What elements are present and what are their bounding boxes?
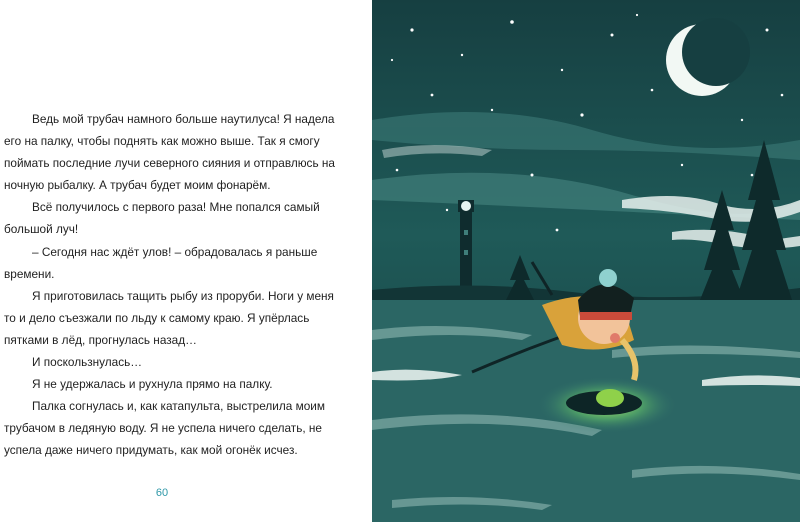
ice-hole — [537, 377, 677, 433]
paragraph: Ведь мой трубач намного больше наутилуса! Я надела его на палку, чтобы поднять как можно выше. Так я смогу поймать последние лучи северного сияния и отправлюсь на ночную рыбалку. А трубач будет моим фонарём. — [4, 112, 335, 193]
paragraph: И поскользнулась… — [32, 355, 143, 370]
lighthouse — [458, 200, 474, 288]
paragraph: – Сегодня нас ждёт улов! – обрадовалась я раньше времени. — [4, 244, 318, 281]
text-page — [0, 0, 372, 522]
illustration — [372, 0, 800, 522]
page-number: 60 — [155, 487, 169, 499]
story-text — [4, 108, 344, 462]
paragraph: Палка согнулась и, как катапульта, выстрелила моим трубачом в ледяную воду. Я не успела ничего сделать, не успела даже ничего придумать, как мой огонёк исчез. — [4, 399, 325, 458]
paragraph: Я не удержалась и рухнула прямо на палку. — [32, 377, 273, 392]
paragraph: Всё получилось с первого раза! Мне попался самый большой луч! — [4, 200, 320, 237]
paragraph: Я приготовилась тащить рыбу из проруби. Ноги у меня то и дело съезжали по льду к самому краю. Я упёрлась пятками в лёд, прогнулась назад… — [4, 288, 334, 347]
